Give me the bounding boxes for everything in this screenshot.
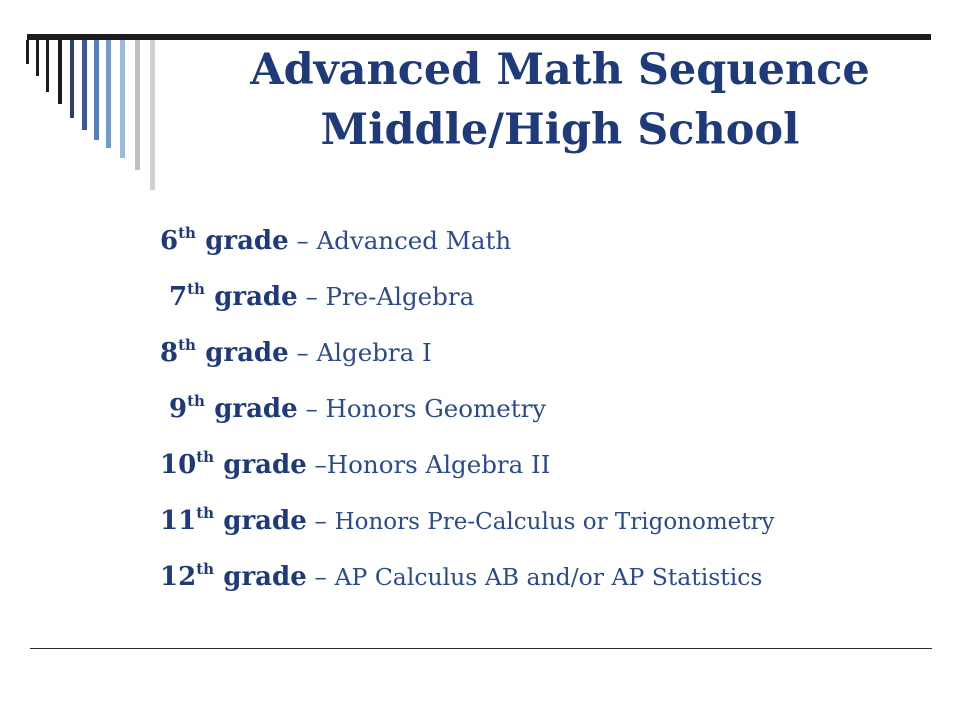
grade-number: 9 — [169, 394, 188, 424]
grade-label: grade — [205, 226, 289, 256]
decorative-bar — [36, 40, 39, 76]
decorative-bar — [106, 40, 111, 148]
grade-number: 6 — [160, 226, 179, 256]
grade-list — [0, 213, 960, 605]
slide-title — [160, 40, 960, 160]
grade-number: 11 — [160, 506, 197, 536]
title-line-1: Advanced Math Sequence — [250, 45, 870, 95]
grade-ordinal-suffix: th — [196, 504, 215, 522]
grade-label: grade — [223, 506, 307, 536]
decorative-bar — [46, 40, 49, 92]
grade-course: Honors Algebra II — [326, 450, 551, 479]
grade-number: 8 — [160, 338, 179, 368]
grade-row-7 — [0, 269, 960, 325]
grade-row-11 — [0, 493, 960, 549]
grade-label: grade — [223, 562, 307, 592]
grade-number: 7 — [169, 282, 188, 312]
decorative-bar — [70, 40, 74, 118]
grade-separator: – — [306, 562, 335, 591]
grade-label: grade — [205, 338, 289, 368]
grade-label: grade — [214, 394, 298, 424]
grade-label: grade — [214, 282, 298, 312]
grade-ordinal-suffix: th — [187, 280, 205, 298]
grade-label: grade — [223, 450, 307, 480]
grade-course: Honors Pre-Calculus or Trigonometry — [334, 509, 775, 535]
grade-ordinal-suffix: th — [178, 336, 196, 354]
grade-separator: – — [297, 394, 326, 423]
grade-course: Algebra I — [316, 338, 432, 367]
grade-row-10 — [0, 437, 960, 493]
decorative-bar — [26, 40, 29, 64]
grade-course: Pre-Algebra — [325, 282, 475, 311]
grade-separator: – — [288, 338, 317, 367]
grade-course: AP Calculus AB and/or AP Statistics — [334, 563, 763, 591]
grade-number: 10 — [160, 450, 197, 480]
decorative-bar — [150, 40, 155, 190]
grade-ordinal-suffix: th — [178, 224, 196, 242]
decorative-bar — [58, 40, 62, 104]
decorative-bar — [94, 40, 99, 140]
grade-separator: – — [306, 450, 327, 479]
decorative-bar — [135, 40, 140, 170]
grade-course: Advanced Math — [316, 226, 512, 255]
grade-row-6 — [0, 213, 960, 269]
grade-ordinal-suffix: th — [187, 392, 205, 410]
grade-number: 12 — [160, 562, 197, 592]
grade-ordinal-suffix: th — [196, 448, 215, 466]
grade-ordinal-suffix: th — [196, 560, 215, 578]
grade-row-8 — [0, 325, 960, 381]
grade-row-12 — [0, 549, 960, 605]
decorative-bar — [120, 40, 125, 158]
grade-separator: – — [297, 282, 326, 311]
title-line-2: Middle/High School — [320, 105, 800, 155]
bottom-rule — [30, 648, 932, 649]
grade-separator: – — [306, 506, 335, 535]
grade-course: Honors Geometry — [325, 394, 547, 423]
grade-separator: – — [288, 226, 317, 255]
decorative-bar — [82, 40, 87, 130]
grade-row-9 — [0, 381, 960, 437]
